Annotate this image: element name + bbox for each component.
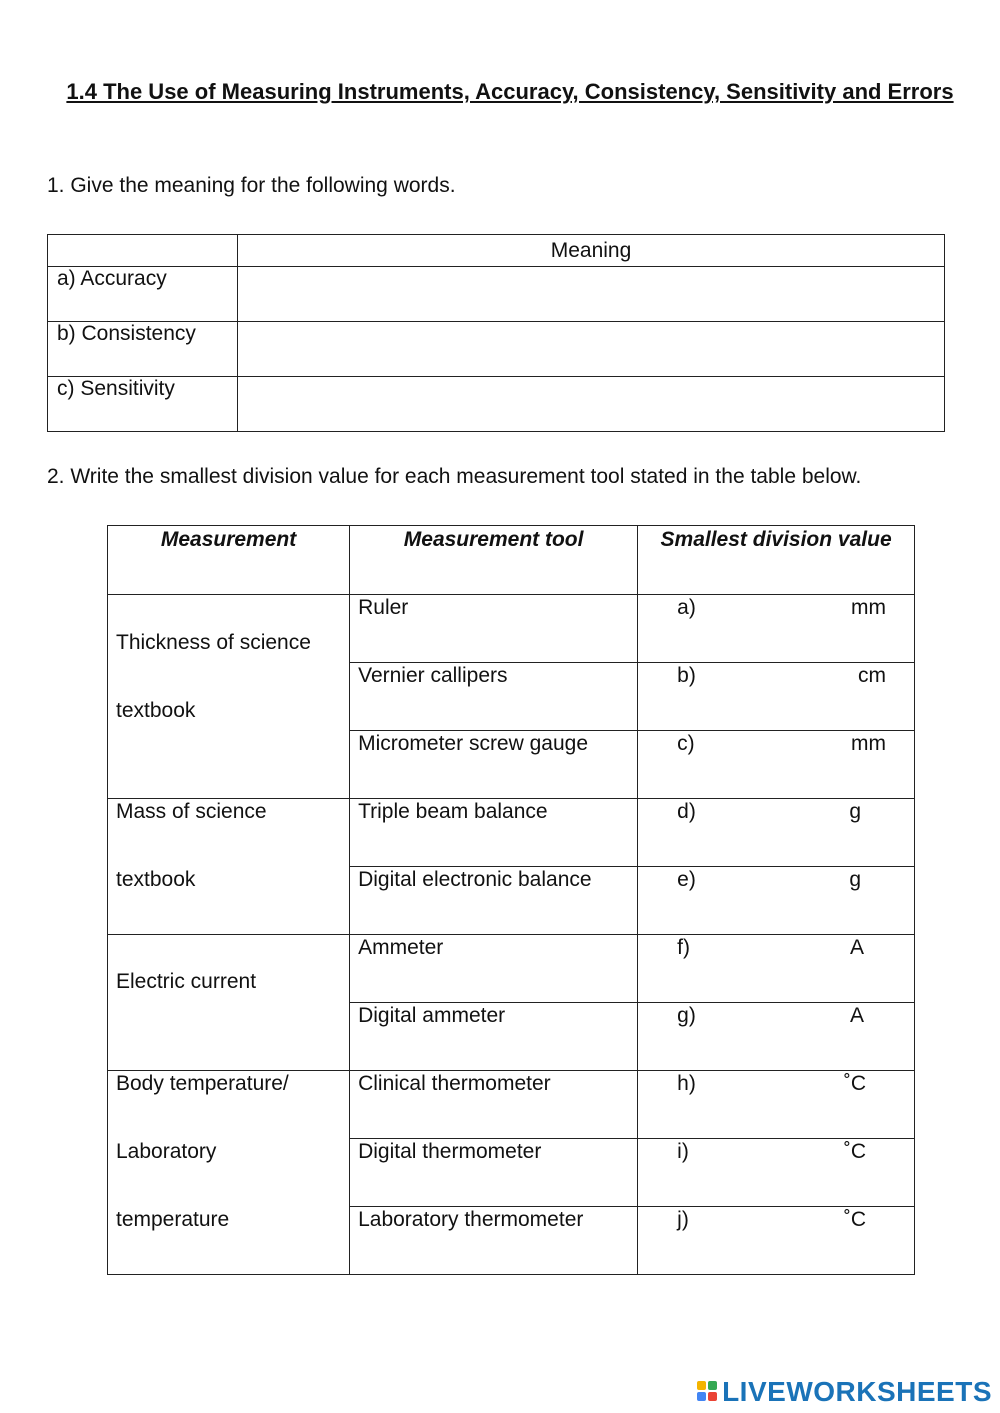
header-smallest-division-label: Smallest division value (660, 528, 892, 551)
measurement-label: Mass of science (116, 800, 267, 823)
liveworksheets-logo[interactable] (697, 1377, 992, 1407)
term-sensitivity: c) Sensitivity (48, 377, 238, 432)
answer-unit: ˚C (843, 1208, 866, 1231)
liveworksheets-logo-icon (697, 1381, 719, 1403)
answer-letter: b) (677, 664, 696, 687)
meaning-answer-field[interactable] (238, 322, 945, 377)
measurement-label: Laboratory (116, 1140, 217, 1163)
answer-cell[interactable] (638, 1207, 915, 1275)
header-measurement (108, 526, 350, 595)
measurement-mass (108, 799, 350, 935)
answer-letter: c) (677, 732, 695, 755)
division-value-table (107, 525, 915, 1275)
answer-cell[interactable] (638, 867, 915, 935)
tool-vernier-callipers: Vernier callipers (350, 663, 638, 731)
answer-unit: mm (851, 596, 886, 619)
answer-letter: h) (677, 1072, 696, 1095)
meaning-answer-field[interactable] (238, 267, 945, 322)
answer-cell[interactable] (638, 595, 915, 663)
answer-unit: A (849, 936, 864, 959)
measurement-label: textbook (116, 868, 196, 891)
answer-unit: g (849, 868, 861, 891)
answer-cell[interactable] (638, 663, 915, 731)
answer-unit: A (849, 1004, 864, 1027)
measurement-label: Electric current (116, 970, 257, 993)
answer-cell[interactable] (638, 799, 915, 867)
question-2-prompt: 2. Write the smallest division value for each measurement tool stated in the table below. (47, 465, 862, 488)
header-measurement-label: Measurement (160, 528, 297, 551)
page-title: 1.4 The Use of Measuring Instruments, Accuracy, Consistency, Sensitivity and Errors (66, 79, 954, 104)
answer-letter: i) (677, 1140, 689, 1163)
tool-ammeter: Ammeter (350, 935, 638, 1003)
term-accuracy: a) Accuracy (48, 267, 238, 322)
tool-ruler: Ruler (350, 595, 638, 663)
tool-clinical-thermometer: Clinical thermometer (350, 1071, 638, 1139)
meaning-answer-field[interactable] (238, 377, 945, 432)
meaning-table-corner (48, 235, 238, 267)
question-1-prompt: 1. Give the meaning for the following words. (47, 174, 456, 197)
tool-digital-electronic-balance: Digital electronic balance (350, 867, 638, 935)
answer-cell[interactable] (638, 935, 915, 1003)
answer-unit: ˚C (843, 1140, 866, 1163)
meaning-header: Meaning (238, 235, 945, 267)
header-smallest-division (638, 526, 915, 595)
answer-unit: ˚C (843, 1072, 866, 1095)
measurement-label: Body temperature/ (116, 1072, 289, 1095)
tool-micrometer-screw-gauge: Micrometer screw gauge (350, 731, 638, 799)
answer-letter: f) (677, 936, 690, 959)
answer-cell[interactable] (638, 1139, 915, 1207)
answer-unit: g (849, 800, 861, 823)
answer-letter: d) (677, 800, 696, 823)
liveworksheets-logo-text: LIVEWORKSHEETS (722, 1376, 992, 1407)
tool-digital-thermometer: Digital thermometer (350, 1139, 638, 1207)
measurement-temperature (108, 1071, 350, 1275)
tool-laboratory-thermometer: Laboratory thermometer (350, 1207, 638, 1275)
answer-cell[interactable] (638, 1003, 915, 1071)
header-tool (350, 526, 638, 595)
tool-triple-beam-balance: Triple beam balance (350, 799, 638, 867)
term-consistency: b) Consistency (48, 322, 238, 377)
answer-cell[interactable] (638, 1071, 915, 1139)
measurement-thickness (108, 595, 350, 799)
meaning-table (47, 234, 945, 432)
answer-letter: a) (677, 596, 696, 619)
measurement-label: temperature (116, 1208, 230, 1231)
answer-letter: j) (677, 1208, 689, 1231)
answer-unit: mm (851, 732, 886, 755)
measurement-label: textbook (116, 699, 196, 722)
header-tool-label: Measurement tool (403, 528, 584, 551)
answer-cell[interactable] (638, 731, 915, 799)
answer-unit: cm (858, 664, 886, 687)
tool-digital-ammeter: Digital ammeter (350, 1003, 638, 1071)
measurement-label: Thickness of science (116, 631, 311, 654)
answer-letter: e) (677, 868, 696, 891)
answer-letter: g) (677, 1004, 696, 1027)
